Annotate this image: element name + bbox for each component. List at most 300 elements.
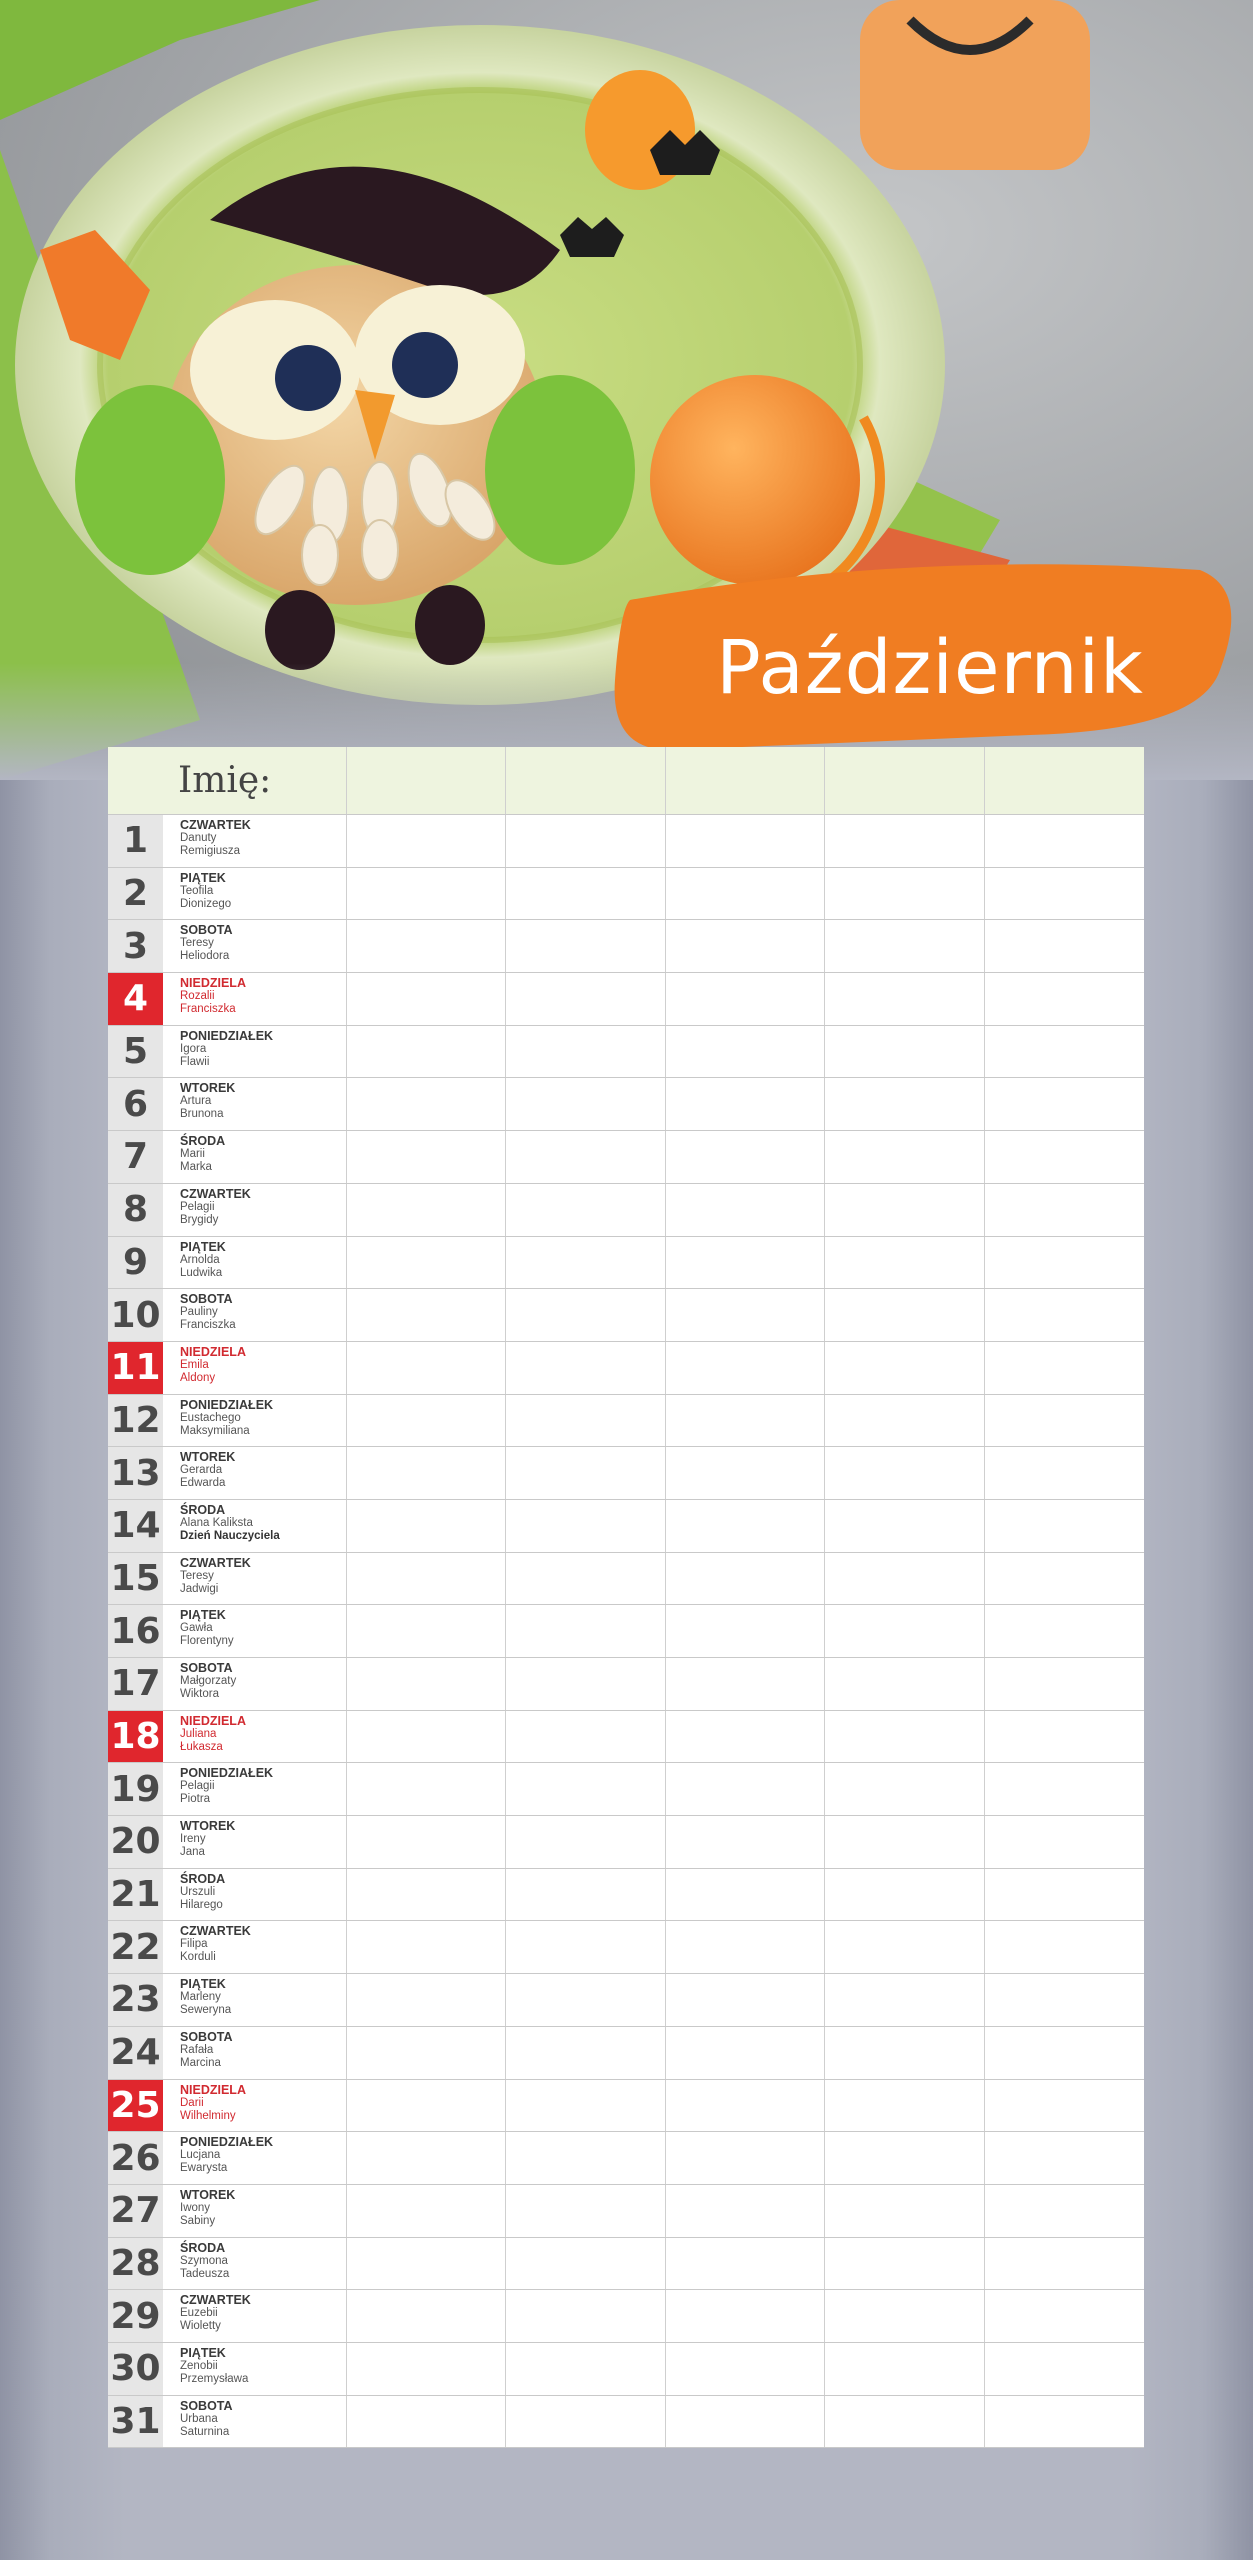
- entry-cell[interactable]: [347, 2185, 506, 2237]
- day-info: [163, 2343, 347, 2395]
- entry-cell[interactable]: [666, 2238, 825, 2290]
- entry-cell[interactable]: [985, 2080, 1144, 2132]
- entry-cell[interactable]: [347, 1658, 506, 1710]
- entry-cell[interactable]: [666, 1342, 825, 1394]
- day-info: [163, 1447, 347, 1499]
- entry-cell[interactable]: [985, 2027, 1144, 2079]
- entry-cell[interactable]: [506, 1289, 665, 1341]
- entry-cell[interactable]: [825, 1500, 984, 1552]
- entry-cell[interactable]: [825, 1289, 984, 1341]
- day-info: [163, 1395, 347, 1447]
- nameday-name: Zenobii: [180, 2359, 218, 2372]
- entry-cell[interactable]: [985, 1711, 1144, 1763]
- day-row: [108, 2396, 1144, 2449]
- entry-cell[interactable]: [985, 868, 1144, 920]
- weekday-label: PIĄTEK: [180, 1977, 226, 1992]
- entry-cell[interactable]: [666, 1763, 825, 1815]
- day-row: [108, 2238, 1144, 2291]
- entry-cell[interactable]: [506, 1711, 665, 1763]
- entry-cell[interactable]: [347, 868, 506, 920]
- day-info: [163, 920, 347, 972]
- entry-cell[interactable]: [506, 1131, 665, 1183]
- weekday-label: NIEDZIELA: [180, 1713, 246, 1728]
- day-number: 18: [108, 1711, 163, 1763]
- entry-cell[interactable]: [985, 2343, 1144, 2395]
- entry-cell[interactable]: [985, 1026, 1144, 1078]
- nameday-name: Igora: [180, 1042, 207, 1055]
- entry-cell[interactable]: [825, 2396, 984, 2448]
- entry-cell[interactable]: [666, 1500, 825, 1552]
- entry-cell[interactable]: [985, 1131, 1144, 1183]
- nameday-name: Ewarysta: [180, 2162, 228, 2175]
- nameday-name: Arnolda: [180, 1253, 220, 1266]
- day-row: [108, 1974, 1144, 2027]
- nameday-name: Marcina: [180, 2056, 221, 2069]
- day-info: [163, 973, 347, 1025]
- day-info: [163, 1078, 347, 1130]
- day-info: [163, 1869, 347, 1921]
- weekday-label: ŚRODA: [180, 1502, 226, 1517]
- entry-cell[interactable]: [506, 1921, 665, 1973]
- name-header: Imię:: [108, 747, 347, 814]
- nameday-name: Franciszka: [180, 1319, 236, 1332]
- entry-cell[interactable]: [825, 868, 984, 920]
- nameday-name: Piotra: [180, 1793, 211, 1806]
- entry-cell[interactable]: [985, 1078, 1144, 1130]
- day-row: [108, 2132, 1144, 2185]
- entry-cell[interactable]: [666, 1869, 825, 1921]
- entry-cell[interactable]: [985, 2290, 1144, 2342]
- nameday-name: Darii: [180, 2096, 204, 2109]
- nameday-name: Filipa: [180, 1938, 208, 1951]
- nameday-name: Pelagii: [180, 1200, 215, 1213]
- entry-cell[interactable]: [506, 2396, 665, 2448]
- day-info: [163, 1605, 347, 1657]
- day-number: 23: [108, 1974, 163, 2026]
- weekday-label: SOBOTA: [180, 2029, 233, 2044]
- entry-cell[interactable]: [347, 2238, 506, 2290]
- entry-cell[interactable]: [825, 2132, 984, 2184]
- day-row: [108, 2290, 1144, 2343]
- day-info: [163, 1711, 347, 1763]
- entry-cell[interactable]: [666, 1816, 825, 1868]
- entry-cell[interactable]: [347, 1605, 506, 1657]
- day-number: 3: [108, 920, 163, 972]
- entry-cell[interactable]: [506, 815, 665, 867]
- entry-cell[interactable]: [506, 1237, 665, 1289]
- entry-cell[interactable]: [985, 2238, 1144, 2290]
- day-info: [163, 2290, 347, 2342]
- entry-cell[interactable]: [825, 1711, 984, 1763]
- entry-cell[interactable]: [506, 1974, 665, 2026]
- entry-cell[interactable]: [506, 1026, 665, 1078]
- nameday-name: Gawła: [180, 1622, 213, 1635]
- nameday-name: Szymona: [180, 2254, 228, 2267]
- entry-cell[interactable]: [666, 1711, 825, 1763]
- entry-cell[interactable]: [506, 2185, 665, 2237]
- nameday-name: Przemysława: [180, 2372, 249, 2385]
- day-number: 31: [108, 2396, 163, 2448]
- day-row: [108, 1869, 1144, 1922]
- day-number: 28: [108, 2238, 163, 2290]
- entry-cell[interactable]: [825, 2238, 984, 2290]
- day-number: 22: [108, 1921, 163, 1973]
- entry-cell[interactable]: [506, 1816, 665, 1868]
- entry-cell[interactable]: [347, 2396, 506, 2448]
- entry-cell[interactable]: [506, 1395, 665, 1447]
- nameday-name: Teresy: [180, 1569, 214, 1582]
- entry-cell[interactable]: [825, 1078, 984, 1130]
- entry-cell[interactable]: [985, 2185, 1144, 2237]
- day-info: [163, 1500, 347, 1552]
- day-row: [108, 868, 1144, 921]
- weekday-label: PONIEDZIAŁEK: [180, 1397, 274, 1412]
- day-info: [163, 2238, 347, 2290]
- entry-cell[interactable]: [666, 2396, 825, 2448]
- nameday-name: Wioletty: [180, 2320, 221, 2333]
- person-column-header[interactable]: [666, 747, 825, 814]
- nameday-name: Heliodora: [180, 950, 230, 963]
- entry-cell[interactable]: [347, 1237, 506, 1289]
- day-number: 30: [108, 2343, 163, 2395]
- entry-cell[interactable]: [347, 1553, 506, 1605]
- day-info: [163, 1658, 347, 1710]
- nameday-name: Saturnina: [180, 2425, 230, 2438]
- nameday-name: Alana Kaliksta: [180, 1516, 253, 1529]
- entry-cell[interactable]: [666, 920, 825, 972]
- day-number: 25: [108, 2080, 163, 2132]
- entry-cell[interactable]: [985, 973, 1144, 1025]
- nameday-name: Brunona: [180, 1108, 224, 1121]
- entry-cell[interactable]: [825, 973, 984, 1025]
- nameday-name: Danuty: [180, 832, 217, 844]
- entry-cell[interactable]: [985, 2132, 1144, 2184]
- day-row: [108, 1711, 1144, 1764]
- entry-cell[interactable]: [506, 2080, 665, 2132]
- entry-cell[interactable]: [825, 1605, 984, 1657]
- entry-cell[interactable]: [506, 1605, 665, 1657]
- entry-cell[interactable]: [666, 1078, 825, 1130]
- nameday-name: Seweryna: [180, 2004, 232, 2017]
- entry-cell[interactable]: [985, 1395, 1144, 1447]
- entry-cell[interactable]: [506, 1553, 665, 1605]
- entry-cell[interactable]: [347, 2080, 506, 2132]
- day-row: [108, 920, 1144, 973]
- entry-cell[interactable]: [985, 1342, 1144, 1394]
- day-number: 12: [108, 1395, 163, 1447]
- entry-cell[interactable]: [825, 1184, 984, 1236]
- entry-cell[interactable]: [666, 1131, 825, 1183]
- day-info: [163, 2027, 347, 2079]
- entry-cell[interactable]: [666, 2343, 825, 2395]
- entry-cell[interactable]: [985, 1447, 1144, 1499]
- day-row: [108, 1237, 1144, 1290]
- day-row: [108, 1447, 1144, 1500]
- nameday-name: Małgorzaty: [180, 1675, 237, 1687]
- entry-cell[interactable]: [347, 1816, 506, 1868]
- entry-cell[interactable]: [825, 815, 984, 867]
- nameday-name: Jadwigi: [180, 1582, 219, 1595]
- entry-cell[interactable]: [666, 1447, 825, 1499]
- day-number: 17: [108, 1658, 163, 1710]
- entry-cell[interactable]: [985, 815, 1144, 867]
- entry-cell[interactable]: [666, 1184, 825, 1236]
- entry-cell[interactable]: [666, 1289, 825, 1341]
- entry-cell[interactable]: [825, 920, 984, 972]
- entry-cell[interactable]: [985, 1763, 1144, 1815]
- nameday-name: Marleny: [180, 1991, 221, 2004]
- entry-cell[interactable]: [825, 1395, 984, 1447]
- day-rows: [108, 815, 1144, 2448]
- entry-cell[interactable]: [825, 1658, 984, 1710]
- entry-cell[interactable]: [347, 1974, 506, 2026]
- nameday-name: Maksymiliana: [180, 1424, 250, 1437]
- entry-cell[interactable]: [347, 1500, 506, 1552]
- entry-cell[interactable]: [666, 2027, 825, 2079]
- day-row: [108, 2080, 1144, 2133]
- entry-cell[interactable]: [506, 2132, 665, 2184]
- entry-cell[interactable]: [347, 1078, 506, 1130]
- weekday-label: SOBOTA: [180, 923, 233, 938]
- entry-cell[interactable]: [825, 2185, 984, 2237]
- nameday-name: Remigiusza: [180, 845, 241, 857]
- day-row: [108, 973, 1144, 1026]
- person-column-header[interactable]: [825, 747, 984, 814]
- weekday-label: CZWARTEK: [180, 1924, 251, 1939]
- day-row: [108, 1658, 1144, 1711]
- nameday-name: Juliana: [180, 1727, 217, 1740]
- day-number: 29: [108, 2290, 163, 2342]
- entry-cell[interactable]: [985, 1289, 1144, 1341]
- entry-cell[interactable]: [825, 1553, 984, 1605]
- weekday-label: CZWARTEK: [180, 1186, 251, 1201]
- entry-cell[interactable]: [666, 2290, 825, 2342]
- entry-cell[interactable]: [985, 1605, 1144, 1657]
- entry-cell[interactable]: [985, 1869, 1144, 1921]
- entry-cell[interactable]: [347, 1447, 506, 1499]
- entry-cell[interactable]: [825, 1131, 984, 1183]
- entry-cell[interactable]: [666, 1921, 825, 1973]
- entry-cell[interactable]: [347, 1921, 506, 1973]
- entry-cell[interactable]: [347, 1342, 506, 1394]
- entry-cell[interactable]: [506, 1500, 665, 1552]
- day-number: 4: [108, 973, 163, 1025]
- entry-cell[interactable]: [347, 2343, 506, 2395]
- entry-cell[interactable]: [506, 1447, 665, 1499]
- day-number: 7: [108, 1131, 163, 1183]
- nameday-name: Teofila: [180, 884, 214, 897]
- day-number: 20: [108, 1816, 163, 1868]
- entry-cell[interactable]: [506, 1184, 665, 1236]
- entry-cell[interactable]: [506, 2238, 665, 2290]
- entry-cell[interactable]: [825, 1026, 984, 1078]
- day-row: [108, 2185, 1144, 2238]
- nameday-name: Dionizego: [180, 897, 232, 910]
- entry-cell[interactable]: [666, 2185, 825, 2237]
- nameday-name: Artura: [180, 1095, 212, 1108]
- entry-cell[interactable]: [347, 1289, 506, 1341]
- day-number: 14: [108, 1500, 163, 1552]
- entry-cell[interactable]: [506, 2343, 665, 2395]
- entry-cell[interactable]: [825, 1816, 984, 1868]
- entry-cell[interactable]: [825, 1921, 984, 1973]
- calendar-header-row: [108, 747, 1144, 815]
- entry-cell[interactable]: [985, 1816, 1144, 1868]
- nameday-name: Pelagii: [180, 1780, 215, 1793]
- calendar-grid: [108, 747, 1144, 2448]
- entry-cell[interactable]: [666, 1658, 825, 1710]
- person-column-header[interactable]: [506, 747, 665, 814]
- day-row: [108, 2343, 1144, 2396]
- entry-cell[interactable]: [347, 1131, 506, 1183]
- day-number: 1: [108, 815, 163, 867]
- entry-cell[interactable]: [825, 1342, 984, 1394]
- day-row: [108, 1131, 1144, 1184]
- nameday-name: Łukasza: [180, 1740, 223, 1753]
- entry-cell[interactable]: [666, 1395, 825, 1447]
- entry-cell[interactable]: [347, 815, 506, 867]
- entry-cell[interactable]: [825, 2027, 984, 2079]
- day-row: [108, 2027, 1144, 2080]
- day-row: [108, 1395, 1144, 1448]
- entry-cell[interactable]: [666, 2132, 825, 2184]
- entry-cell[interactable]: [985, 920, 1144, 972]
- day-number: 24: [108, 2027, 163, 2079]
- weekday-label: SOBOTA: [180, 1661, 233, 1675]
- entry-cell[interactable]: [506, 2027, 665, 2079]
- entry-cell[interactable]: [666, 973, 825, 1025]
- entry-cell[interactable]: [666, 1974, 825, 2026]
- entry-cell[interactable]: [825, 1974, 984, 2026]
- entry-cell[interactable]: [985, 1553, 1144, 1605]
- nameday-name: Dzień Nauczyciela: [180, 1529, 280, 1542]
- day-number: 27: [108, 2185, 163, 2237]
- entry-cell[interactable]: [985, 1184, 1144, 1236]
- weekday-label: WTOREK: [180, 1450, 236, 1465]
- day-number: 9: [108, 1237, 163, 1289]
- nameday-name: Marii: [180, 1148, 205, 1161]
- nameday-name: Jana: [180, 1846, 205, 1859]
- weekday-label: ŚRODA: [180, 1871, 226, 1886]
- entry-cell[interactable]: [347, 1763, 506, 1815]
- weekday-label: PIĄTEK: [180, 870, 226, 885]
- entry-cell[interactable]: [985, 1500, 1144, 1552]
- entry-cell[interactable]: [666, 1026, 825, 1078]
- nameday-name: Sabiny: [180, 2214, 216, 2227]
- day-row: [108, 1500, 1144, 1553]
- entry-cell[interactable]: [506, 1078, 665, 1130]
- entry-cell[interactable]: [347, 2027, 506, 2079]
- entry-cell[interactable]: [666, 1605, 825, 1657]
- weekday-label: WTOREK: [180, 1819, 236, 1834]
- day-number: 13: [108, 1447, 163, 1499]
- person-column-header[interactable]: [347, 747, 506, 814]
- weekday-label: CZWARTEK: [180, 2293, 251, 2308]
- nameday-name: Marka: [180, 1161, 212, 1174]
- nameday-name: Flawii: [180, 1055, 210, 1068]
- day-number: 26: [108, 2132, 163, 2184]
- entry-cell[interactable]: [506, 1869, 665, 1921]
- entry-cell[interactable]: [666, 815, 825, 867]
- entry-cell[interactable]: [347, 1711, 506, 1763]
- nameday-name: Wilhelminy: [180, 2109, 236, 2122]
- nameday-name: Rozalii: [180, 990, 215, 1003]
- entry-cell[interactable]: [985, 1921, 1144, 1973]
- entry-cell[interactable]: [666, 1553, 825, 1605]
- nameday-name: Teresy: [180, 937, 214, 950]
- entry-cell[interactable]: [825, 1237, 984, 1289]
- nameday-name: Ireny: [180, 1833, 206, 1846]
- entry-cell[interactable]: [506, 1342, 665, 1394]
- nameday-name: Rafała: [180, 2043, 214, 2056]
- day-info: [163, 1289, 347, 1341]
- weekday-label: PONIEDZIAŁEK: [180, 2135, 274, 2150]
- weekday-label: PIĄTEK: [180, 1239, 226, 1254]
- entry-cell[interactable]: [347, 2132, 506, 2184]
- entry-cell[interactable]: [825, 2080, 984, 2132]
- entry-cell[interactable]: [825, 1447, 984, 1499]
- entry-cell[interactable]: [347, 2290, 506, 2342]
- entry-cell[interactable]: [666, 1237, 825, 1289]
- entry-cell[interactable]: [985, 1974, 1144, 2026]
- entry-cell[interactable]: [347, 920, 506, 972]
- entry-cell[interactable]: [825, 1763, 984, 1815]
- entry-cell[interactable]: [985, 1658, 1144, 1710]
- entry-cell[interactable]: [825, 1869, 984, 1921]
- entry-cell[interactable]: [347, 973, 506, 1025]
- entry-cell[interactable]: [506, 920, 665, 972]
- entry-cell[interactable]: [506, 2290, 665, 2342]
- weekday-label: CZWARTEK: [180, 1555, 251, 1570]
- entry-cell[interactable]: [666, 868, 825, 920]
- day-row: [108, 1763, 1144, 1816]
- entry-cell[interactable]: [666, 2080, 825, 2132]
- entry-cell[interactable]: [347, 1026, 506, 1078]
- day-info: [163, 2132, 347, 2184]
- day-row: [108, 1289, 1144, 1342]
- day-info: [163, 868, 347, 920]
- day-info: [163, 1974, 347, 2026]
- day-info: [163, 1816, 347, 1868]
- entry-cell[interactable]: [347, 1869, 506, 1921]
- weekday-label: SOBOTA: [180, 1292, 233, 1307]
- nameday-name: Euzebii: [180, 2307, 218, 2320]
- month-title: Październik: [716, 625, 1144, 711]
- entry-cell[interactable]: [347, 1395, 506, 1447]
- day-info: [163, 2080, 347, 2132]
- entry-cell[interactable]: [347, 1184, 506, 1236]
- entry-cell[interactable]: [825, 2343, 984, 2395]
- day-number: 6: [108, 1078, 163, 1130]
- entry-cell[interactable]: [506, 973, 665, 1025]
- weekday-label: PIĄTEK: [180, 1608, 226, 1623]
- entry-cell[interactable]: [985, 2396, 1144, 2448]
- entry-cell[interactable]: [506, 1658, 665, 1710]
- weekday-label: NIEDZIELA: [180, 1344, 246, 1359]
- nameday-name: Brygidy: [180, 1213, 219, 1226]
- entry-cell[interactable]: [506, 868, 665, 920]
- entry-cell[interactable]: [985, 1237, 1144, 1289]
- person-column-header[interactable]: [985, 747, 1144, 814]
- nameday-name: Eustachego: [180, 1411, 241, 1424]
- nameday-name: Florentyny: [180, 1635, 234, 1648]
- weekday-label: ŚRODA: [180, 2240, 226, 2255]
- nameday-name: Wiktora: [180, 1688, 219, 1700]
- weekday-label: CZWARTEK: [180, 818, 251, 832]
- entry-cell[interactable]: [825, 2290, 984, 2342]
- entry-cell[interactable]: [506, 1763, 665, 1815]
- day-row: [108, 1816, 1144, 1869]
